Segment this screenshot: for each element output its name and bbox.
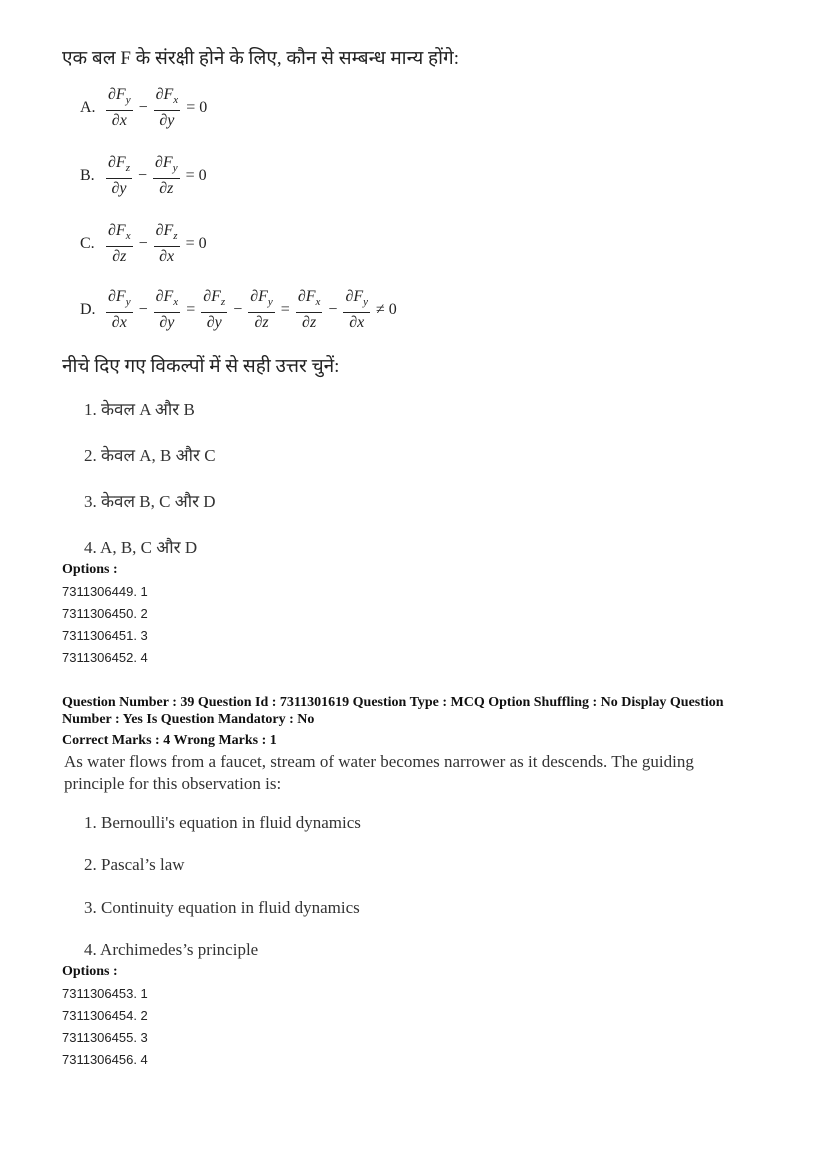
q39-option-3: 7311306455. 3 [62,1030,148,1045]
q38-choice-3: 3. केवल B, C और D [84,492,216,511]
fraction-numerator: $\partial F_z$ [154,222,180,247]
partial-derivative-fraction [153,154,180,198]
q38-statement-b [80,154,211,198]
fraction-denominator: ∂x [111,112,127,130]
math-operator: − [138,235,148,253]
math-operator: − [137,167,147,185]
math-operator: − [233,301,243,319]
equation-result: = 0 [185,235,207,253]
statement-label: B. [80,167,95,185]
fraction-numerator: $\partial F_y$ [248,288,275,313]
partial-derivative-fraction [248,288,275,332]
q39-marks: Correct Marks : 4 Wrong Marks : 1 [62,733,277,748]
q38-option-1: 7311306449. 1 [62,584,148,599]
partial-derivative-fraction [154,222,180,266]
q39-choice-1: 1. Bernoulli's equation in fluid dynamics [84,813,361,832]
math-operator: − [138,99,148,117]
partial-derivative-fraction [343,288,370,332]
q39-choice-3: 3. Continuity equation in fluid dynamics [84,898,360,917]
equation-result: = 0 [186,99,208,117]
q39-option-2: 7311306454. 2 [62,1008,148,1023]
q38-option-3: 7311306451. 3 [62,628,148,643]
statement-label: A. [80,99,96,117]
q39-header-line1: Question Number : 39 Question Id : 7311301619 Question Type : MCQ Option Shuffling : No Display Question [62,695,724,710]
q39-option-4: 7311306456. 4 [62,1052,148,1067]
partial-derivative-fraction [106,154,132,198]
equation-result: = 0 [185,167,207,185]
q39-header-line2: Number : Yes Is Question Mandatory : No [62,712,315,727]
fraction-numerator: $\partial F_x$ [154,86,181,111]
math-operator: − [138,301,148,319]
math-operator: − [328,301,338,319]
q39-option-1: 7311306453. 1 [62,986,148,1001]
q38-choice-2: 2. केवल A, B और C [84,446,216,465]
fraction-numerator: $\partial F_y$ [106,86,133,111]
fraction-denominator: ∂y [159,112,175,130]
partial-derivative-fraction [296,288,323,332]
fraction-denominator: ∂x [349,314,365,332]
math-operator: = [186,301,196,319]
fraction-denominator: ∂z [254,314,269,332]
fraction-denominator: ∂z [302,314,317,332]
q38-statement-a [80,86,211,130]
partial-derivative-fraction [201,288,227,332]
partial-derivative-fraction [106,86,133,130]
q39-choice-2: 2. Pascal’s law [84,855,185,874]
q38-statement-c [80,222,211,266]
q39-stem-line1: As water flows from a faucet, stream of water becomes narrower as it descends. The guiding [64,752,694,771]
fraction-denominator: ∂y [159,314,175,332]
partial-derivative-fraction [154,86,181,130]
fraction-denominator: ∂z [159,180,174,198]
fraction-numerator: $\partial F_z$ [201,288,227,313]
partial-derivative-fraction [154,288,181,332]
fraction-numerator: $\partial F_z$ [106,154,132,179]
statement-label: D. [80,301,96,319]
q38-option-4: 7311306452. 4 [62,650,148,665]
fraction-numerator: $\partial F_x$ [154,288,181,313]
statement-label: C. [80,235,95,253]
q39-choice-4: 4. Archimedes’s principle [84,940,259,959]
partial-derivative-fraction [106,222,133,266]
fraction-numerator: $\partial F_y$ [343,288,370,313]
fraction-numerator: $\partial F_y$ [106,288,133,313]
fraction-numerator: $\partial F_x$ [106,222,133,247]
fraction-denominator: ∂z [112,248,127,266]
q38-choice-1: 1. केवल A और B [84,400,195,419]
fraction-denominator: ∂y [206,314,222,332]
equation-result: ≠ 0 [376,301,397,319]
fraction-numerator: $\partial F_x$ [296,288,323,313]
q38-option-2: 7311306450. 2 [62,606,148,621]
math-operator: = [280,301,290,319]
q38-choice-4: 4. A, B, C और D [84,538,198,557]
fraction-numerator: $\partial F_y$ [153,154,180,179]
fraction-denominator: ∂x [111,314,127,332]
q38-options-label: Options : [62,562,118,577]
q39-options-label: Options : [62,964,118,979]
partial-derivative-fraction [106,288,133,332]
q38-statement-d [80,288,401,332]
fraction-denominator: ∂x [159,248,175,266]
q38-instruction: नीचे दिए गए विकल्पों में से सही उत्तर चुनें: [62,356,340,377]
fraction-denominator: ∂y [111,180,127,198]
q39-stem-line2: principle for this observation is: [64,774,282,793]
q38-stem: एक बल F के संरक्षी होने के लिए, कौन से सम्बन्ध मान्य होंगे: [62,48,459,69]
